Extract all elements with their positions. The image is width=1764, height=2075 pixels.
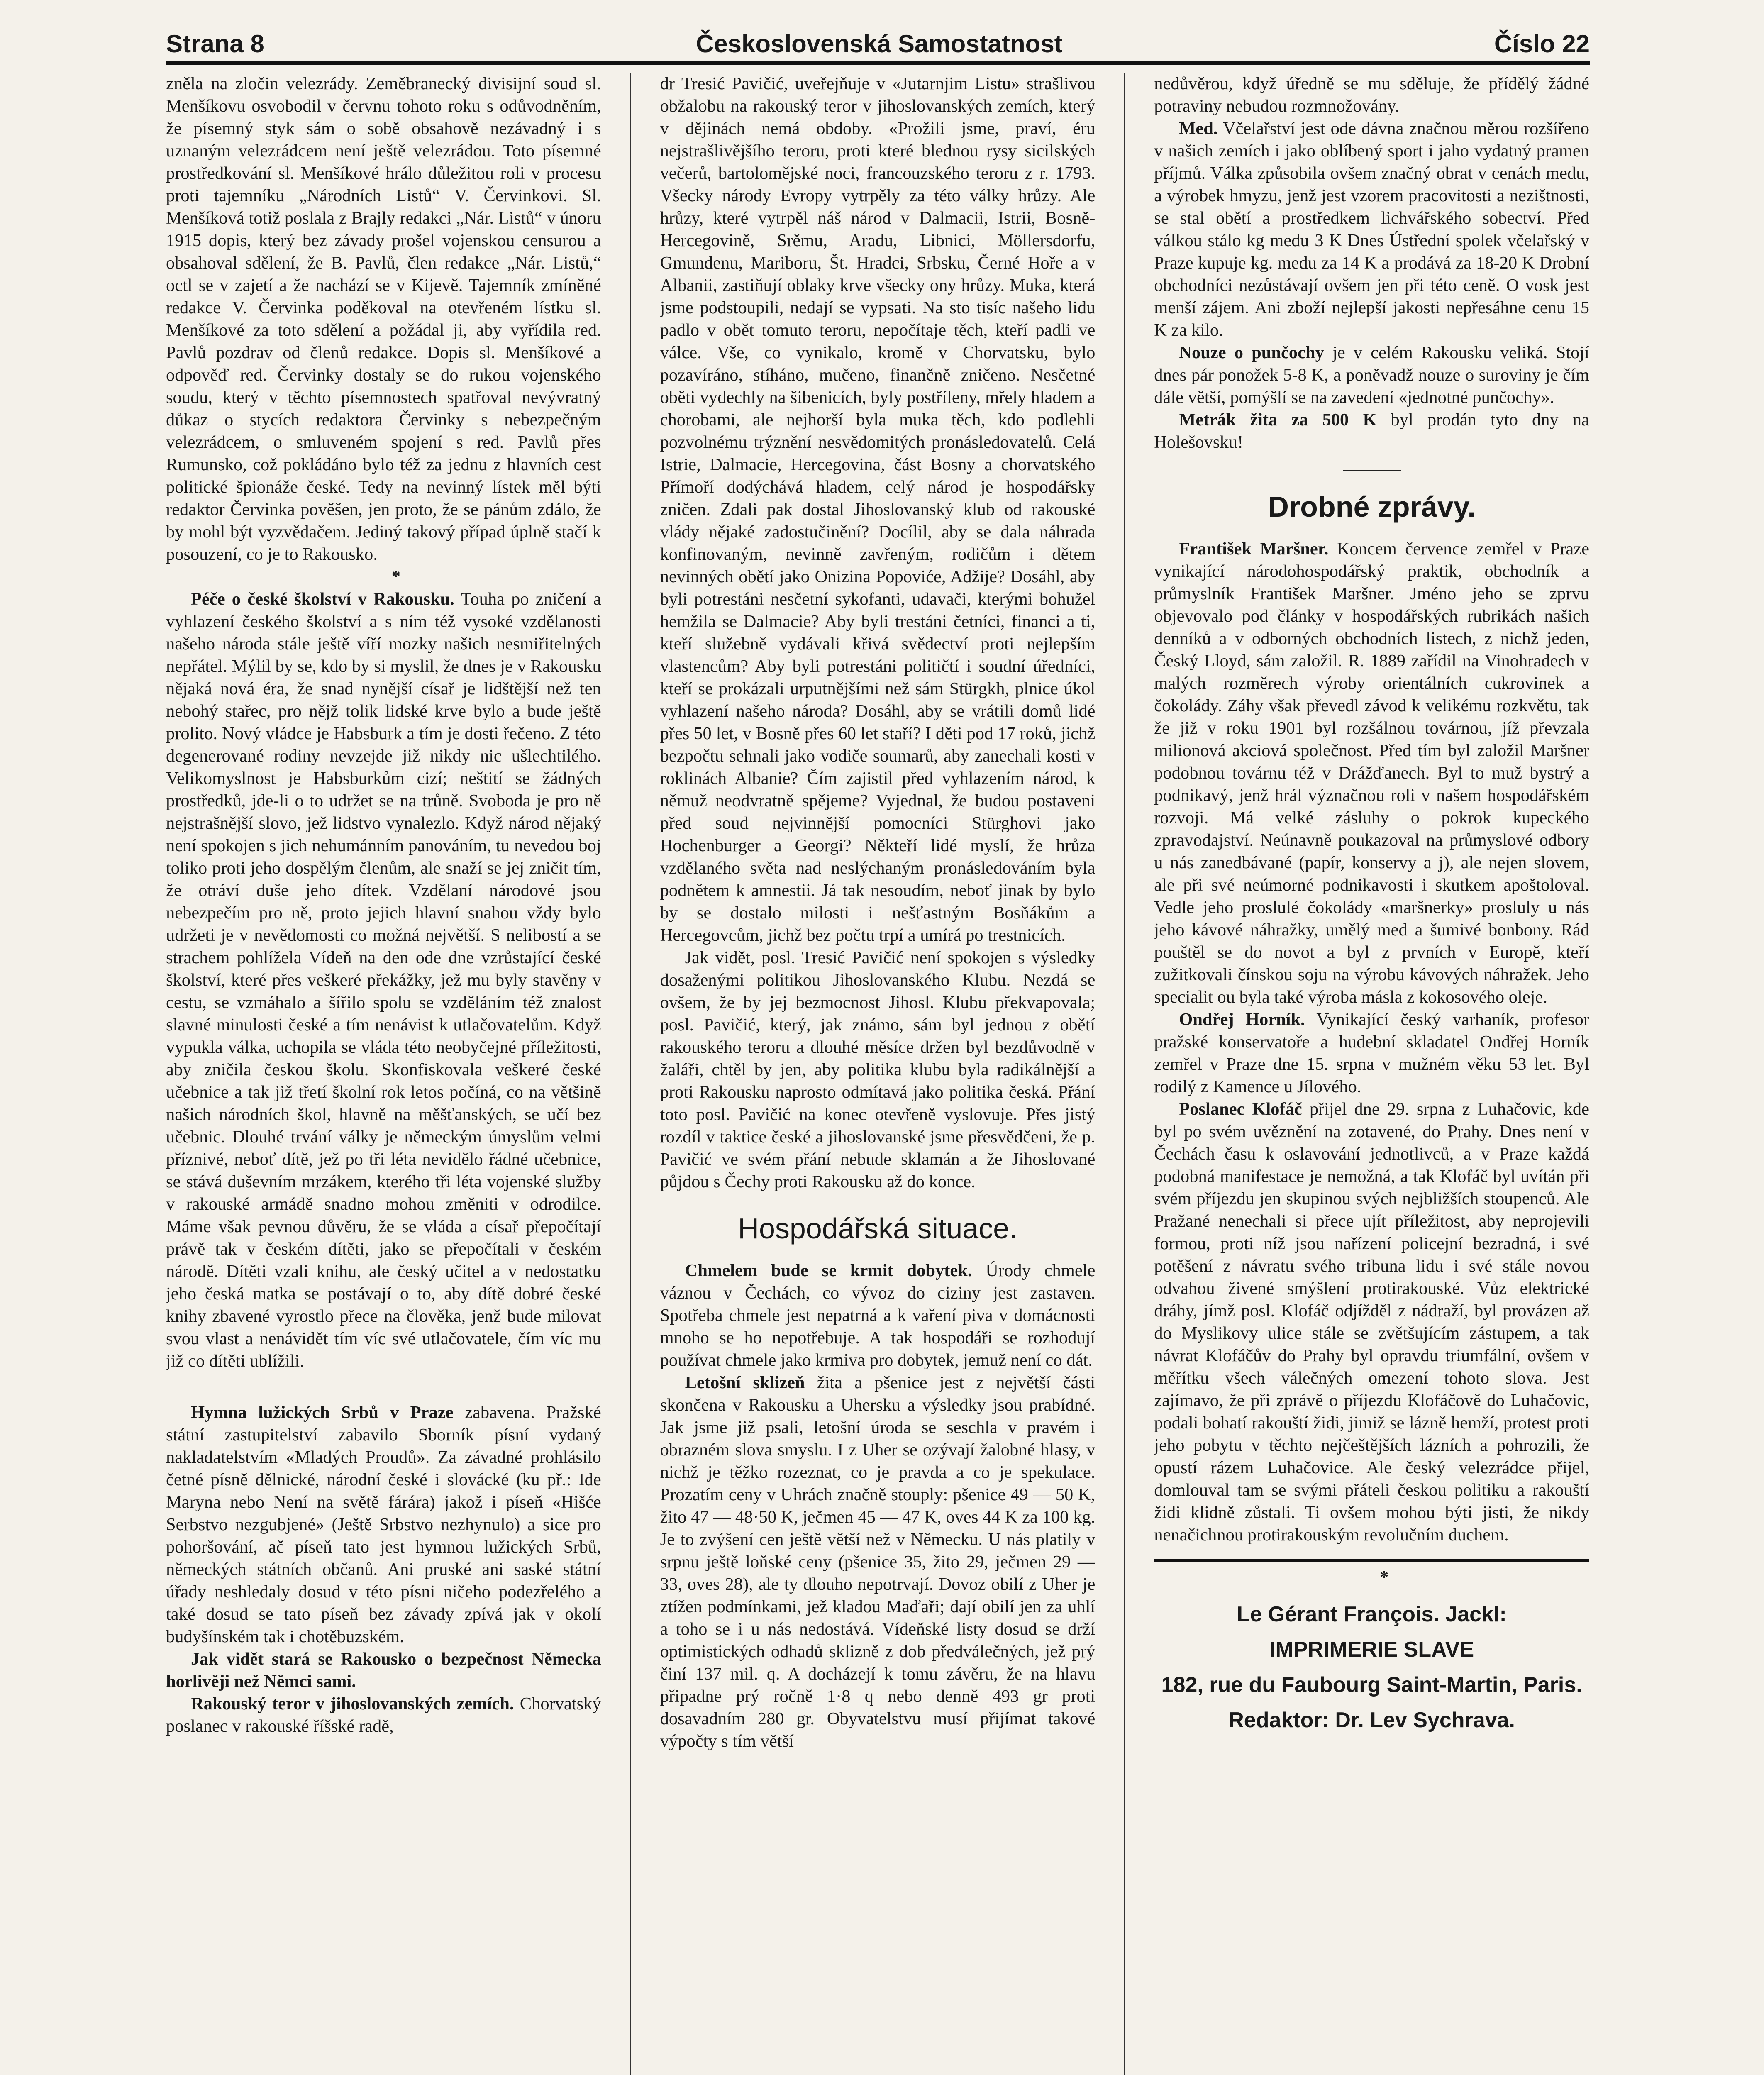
article-hops [660, 1260, 1095, 1372]
article-body: byl prodán tyto dny na Holešovsku! [1154, 410, 1589, 452]
article-klofac [1154, 1098, 1589, 1546]
article-title: František Maršner. [1179, 539, 1329, 559]
article-body: žita a pšenice jest z největší části skončena v Rakousku a Uhersku a výsledky jsou prabídné. Jak jsme již psali, letošní úroda se seschla v pravém i obrazném slova smyslu. I z Uher se ozývají žalobné hlasy, v nichž je těžko rozeznat, co je pravda a co je spekulace. Prozatím ceny v Uhrách značně stouply: pšenice 49 — 50 K, žito 47 — 48·50 K, ječmen 45 — 47 K, oves 44 K za 100 kg. Je to zvýšení cen ještě větší než v Německu. U nás platily v srpnu ještě loňské ceny (pšenice 35, žito 29, ječmen 29 — 33, oves 28), ale ty dlouho nepotrvají. Dovoz obilí z Uher je ztížen podmínkami, jež kladou Maďaři; dají obilí jen za uhlí a toho se i u nás nedostává. Vídeňské listy dosud se drží optimistických odhadů sklizně z dob předválečných, jež prý činí 137 mil. q. A docházejí k tomu závěru, že na hlavu připadne prý ročně 1·8 q nebo denně 493 gr proti dosavadním 280 gr. Obyvatelstvu musí přijímat takové výpočty s tím větší [660, 1373, 1095, 1751]
imprint-divider [1154, 1559, 1589, 1562]
column-3 [1154, 73, 1589, 2075]
column-1 [166, 73, 601, 2075]
imprint-manager: Le Gérant François. Jackl: [1237, 1602, 1507, 1626]
article-harvest [660, 1372, 1095, 1753]
article-title: Poslanec Klofáč [1179, 1099, 1302, 1119]
article-comment: Jak vidět stará se Rakousko o bezpečnost Německa horlivěji než Němci sami. [166, 1649, 601, 1691]
page-header [166, 12, 1590, 65]
article-title: Rakouský teror v jihoslovanských zemích. [191, 1694, 514, 1714]
article-title: Nouze o punčochy [1179, 343, 1324, 362]
article-czech-schools [166, 588, 601, 1372]
imprint-printer: IMPRIMERIE SLAVE [1269, 1638, 1474, 1662]
column-divider [630, 73, 631, 2075]
article-body: Úrody chmele váznou v Čechách, co vývoz do ciziny jest zastaven. Spotřeba chmele jest nepatrná a k vaření piva v domácnosti mnoho se ho nepotřebuje. A tak hospodáři se rozhodují používat chmele jako krmiva pro dobytek, jemuž není co dát. [660, 1261, 1095, 1370]
separator-star: * [391, 567, 400, 586]
article-hornik [1154, 1008, 1589, 1098]
imprint-editor: Redaktor: Dr. Lev Sychrava. [1228, 1708, 1515, 1732]
article-sorbian-anthem [166, 1401, 601, 1648]
article-body: Touha po zničení a vyhlazení českého školství a s ním též vysoké vzdělanosti našeho národa stále ještě víří mozky našich nesmiřitelných nepřátel. Mýlil by se, kdo by si myslil, že dnes je v Rakousku nějaká nová éra, že snad nynější císař je lidštější než ten nebohý stařec, pro nějž tolik lidské krve bylo a bude ještě prolito. Nový vládce je Habsburk a tím je dosti řečeno. Z této degenerované rodiny nevzejde již nikdy nic ušlechtilého. Velikomyslnost je Habsburkům cizí; neštití se žádných prostředků, jde-li o to udržet se na trůně. Svoboda je pro ně nejstrašnější slovo, jež lidstvo vynalezlo. Když národ nějaký není spokojen s jich nehumánním panováním, tu nevedou boj toliko proti jeho dospělým členům, ale snaží se jej zničit tím, že otráví duše jeho dítek. Vzdělaní národové jsou nebezpečím pro ně, proto jejich hlavní snahou vždy bylo udržeti je v nevědomosti co možná největší. S nelibostí a se strachem pohlížela Vídeň na den ode dne vzrůstající české školství, které přes veškeré překážky, jež mu byly stavěny v cestu, se vzmáhalo a šířilo spolu se vzděláním též znalost slavné minulosti české a tím nenávist k utlačovatelům. Když vypukla válka, uchopila se vláda této neobyčejné příležitosti, aby zničila českou školu. Skonfiskovala veškeré české učebnice a tak již třetí školní rok letos počíná, co na většině našich národních škol, hlavně na měšťanských, se učí bez učebnic. Dlouhé trvání války je německým úmyslům velmi příznivé, neboť dítě, jež po tři léta nevidělo řádné učebnice, se stává duševním mrzákem, kterého tři léta vojenské služby v rakouské armádě snadno mohou změniti v odrodilce. Máme však pevnou důvěru, že se vláda a císař přepočítají právě tak v českém dítěti, jako se přepočítali v českém národě. Dítěti vzali knihu, ale český učitel a v nedostatku jeho česká matka se postávají o to, aby dítě dobré české knihy zbavené vyrostlo přece na člověka, jenž bude milovat svou vlast a nenávidět tím víc své utlačovatele, čím víc mu již co dítěti ublížili. [166, 589, 601, 1371]
article-yugoslav-terror [166, 1693, 601, 1738]
article-pavicic-comment: Jak vidět, posl. Tresić Pavičić není spokojen s výsledky dosaženými politikou Jihoslovanského Klubu. Nezdá se ovšem, že by jej bezmocnost Jihosl. Klubu překvapovala; posl. Pavičić, který, jak známo, sám byl jednou z obětí rakouského teroru a dlouhé měsíce držen byl bezdůvodně v žaláři, chtěl by jen, aby politika klubu byla radikálnější a proti Rakousku naprosto odmítavá jako politika česká. Přání toto posl. Pavičić na konec otevřeně vyslovuje. Přes jistý rozdíl v taktice české a jihoslovanské jsme přesvědčeni, že p. Pavičić ve svém přání nebude sklamán a že Jihoslované půjdou s Čechy proti Rakousku až do konce. [660, 948, 1095, 1191]
imprint-address: 182, rue du Faubourg Saint-Martin, Paris. [1161, 1673, 1582, 1697]
article-marsner [1154, 538, 1589, 1008]
article-body: zabavena. Pražské státní zastupitelství zabavilo Sborník písní vydaný nakladatelstvím «Mladých Proudů». Za závadné prohlásilo četné písně dělnické, národní české i slovácké (ku př.: Ide Maryna nebo Není na světě fárára) jakož i píseň «Hišće Serbstvo nezgubjené» (Ještě Srbstvo nezhynulo) a sice pro pohoršování, ač píseň tato jest hymnou lužických Srbů, německých státních občanů. Ani pruské ani saské státní úřady neshledaly dosud v této písni ničeho podezřelého a také dosud se tato píseň bez závady zpívá jak v okolí budyšínském tak i chotěbuzském. [166, 1403, 601, 1646]
article-columns [166, 73, 1589, 2075]
article-title: Med. [1179, 119, 1218, 138]
article-title: Hymna lužických Srbů v Praze [191, 1403, 454, 1422]
article-title: Chmelem bude se krmit dobytek. [685, 1261, 972, 1280]
article-stockings [1154, 342, 1589, 409]
article-body: přijel dne 29. srpna z Luhačovic, kde byl po svém uvěznění na zotavené, do Prahy. Dnes není v Čechách času k oslavování jednotlivců, a v Praze každá podobná manifestace je nemožná, a tak Klofáč byl uvítán při svém příjezdu jen skupinou svých nejbližších stoupenců. Ale Pražané nenechali si přece ujít příležitost, aby neprojevili formou, proti níž jsou nařízení policejní bezradná, i své potěšení z návratu svého tribuna lidu i své stále novou odvahou živené smýšlení protirakouské. Vůz elektrické dráhy, jímž posl. Klofáč odjížděl z nádraží, byl provázen až do Myslikovy ulice stále se zvětšujícím zástupem, a tak návrat Klofáčův do Prahy byl opravdu triumfální, ovšem v měřítku všech válečných omezení tohoto slova. Jest zajímavo, že při zprávě o příjezdu Klofáčově do Luhačovic, podali bohatí rakouští židi, jimiž se lázně hemží, protest proti jeho pobytu v těchto nejčeštějších lázních a pohrozili, že opustí rázem Luhačovice. Ale český velezrádce přijel, domlouval tam se svými přáteli českou politiku a rakouští židi klidně zůstali. Ti ovšem mohou býti jisti, že nikdy nenačichnou protirakouským revolučním duchem. [1154, 1099, 1589, 1545]
article-title: Péče o české školství v Rakousku. [191, 589, 454, 609]
newspaper-title: Československá Samostatnost [695, 30, 1063, 58]
article-body: Včelařství jest ode dávna značnou měrou rozšířeno v našich zemích i jako oblíbený sport i jaho vydatný pramen příjmů. Válka způsobila ovšem značný obrat v cenách medu, a výrobek hmyzu, jenž jest vzorem pracovitosti a nezištnosti, se stal obětí a prostředkem lichvářského sobectví. Před válkou stálo kg medu 3 K Dnes Ústřední spolek včelařský v Praze kupuje kg. medu za 14 K a prodává za 18-20 K Drobní obchodníci nezůstávají ovšem jen při této ceně. O vosk jest menší zájem. Ani zboží nejlepší jakosti nepřesáhne cenu 15 K za kilo. [1154, 119, 1589, 340]
separator-star: * [1380, 1567, 1389, 1587]
section-heading-news: Drobné zprávy. [1268, 491, 1476, 523]
article-body: je v celém Rakousku veliká. Stojí dnes pár ponožek 5-8 K, a poněvadž nouze o suroviny je čím dále větší, pomýšlí se na zavedení «jednotné punčochy». [1154, 343, 1589, 407]
article-title: Ondřej Horník. [1179, 1010, 1305, 1029]
article-body: Chorvatský poslanec v rakouské říšské radě, [166, 1694, 601, 1736]
column-divider [1124, 73, 1125, 2075]
short-divider [1343, 470, 1401, 471]
column-2 [660, 73, 1095, 2075]
article-title: Metrák žita za 500 K [1179, 410, 1377, 430]
article-body: Vynikající český varhaník, profesor pražské konservatoře a hudební skladatel Ondřej Horník zemřel v Praze dne 15. srpna v mužném věku 53 let. Byl rodilý z Kamence u Jílového. [1154, 1010, 1589, 1096]
issue-number: Číslo 22 [1494, 30, 1590, 58]
article-menšíková-continued: zněla na zločin velezrády. Zeměbranecký divisijní soud sl. Menšíkovu osvobodil v červnu tohoto roku s odůvodněním, že písemný styk sám o sobě obsahově nezávadný i s uznaným velezrádcem není ještě velezrádou. Toto písemné prostředkování sl. Menšíkové hrálo důležitou roli v procesu proti tajemníku „Národních Listů“ V. Červinkovi. Sl. Menšíková totiž poslala z Brajly redakci „Nár. Listů“ v únoru 1915 dopis, který bez závady prošel vojenskou censurou a obsahoval sdělení, že B. Pavlů, člen redakce „Nár. Listů,“ octl se v zajetí a že nachází se v Kijevě. Tajemník zmíněné redakce V. Červinka poděkoval na otevřeném lístku sl. Menšíkové za toto sdělení a požádal ji, aby vyřídila red. Pavlů pozdrav od členů redakce. Dopis sl. Menšíkové a odpověď red. Červinky dostaly se do rukou vojenského soudu, který v těchto písemnostech spatřoval nevývratný důkaz o stycích redaktora Červinky s nebezpečným velezrádcem, o smluveném spojení s red. Pavlů přes Rumunsko, což pokládáno bylo též za jednu z hlavních cest politické špionáže české. Tedy na nevinný lístek měl býti redaktor Červinka pověšen, jen proto, že se pánům zdálo, že by mohl být vyzvědačem. Jediný takový případ úplně stačí k posouzení, co je to Rakousko. [166, 74, 601, 564]
article-rye-price [1154, 409, 1589, 454]
page-number: Strana 8 [166, 30, 264, 58]
article-yugoslav-terror-continued: dr Tresić Pavičić, uveřejňuje v «Jutarnjim Listu» strašlivou obžalobu na rakouský teror v jihoslovanských zemích, který v dějinách nemá obdoby. «Prožili jsme, praví, éru nejstrašlivějšího teroru, proti které blednou rysy sicilských večerů, bartolomějské noci, francouzského teroru z r. 1793. Všecky národy Evropy vytrpěly za této války hrůzy. Ale hrůzy, které vytrpěl náš národ v Dalmacii, Istrii, Bosně-Hercegovině, Srěmu, Aradu, Libnici, Möllersdorfu, Gmundenu, Mariboru, Št. Hradci, Srbsku, Černé Hoře a v Albanii, zastiňují oblaky krve všecky ony hrůzy. Muka, která jsme podstoupili, nedají se vypsati. Na sto tisíc našeho lidu padlo v obět tomuto teroru, nepočítaje těch, kteří padli ve válce. Vše, co vynikalo, kromě v Chorvatsku, bylo pozavíráno, stíháno, mučeno, finančně zničeno. Nesčetné oběti vydechly na šibenicích, byly postříleny, mřely hladem a chorobami, ale nejhorší byla muka těch, kdo podlehli pozvolnému trýznění nesvědomitých pronásledovatelů. Celá Istrie, Dalmacie, Hercegovina, část Bosny a chorvatského Přímoří dodýchává hladem, celý národ je hospodářsky zničen. Zdali pak dostal Jihoslovanský klub od rakouské vlády nějaké zadostučinění? Docílil, aby se dala náhrada konfinovaným, nevinně zavřeným, rodičům i dětem nevinných obětí jako Onizina Popoviće, Adžije? Dosáhl, aby byli potrestáni nesčetní sykofanti, udavači, kterými bohužel hemžila se Dalmacie? Aby byli trestáni četníci, financi a ti, kteří služebně vydávali křivá svědectví proti nejlepším vlastencům? Aby byli potrestáni političtí i soudní úředníci, kteří se prokázali urputnějšími než sám Stürgkh, plnice úkol vyhlazení našeho národa? Dosáhl, aby se vrátili domů lidé přes 50 let, v Bosně přes 60 let staří? I děti pod 17 roků, jichž bezpočtu sehnali jako vodiče soumarů, aby zanechali kosti v roklinách Albanie? Čím zajistil před vyhlazením národ, k němuž neodvratně spějeme? Vyjednal, že budou postaveni před soud nejvinnější pomocníci Stürghovi jako Hochenburger a Georgi? Někteří lidé myslí, že hrůza vzdělaného světa nad neslýchaným pronásledováním byla podnětem k amnestii. Já tak nesoudím, neboť jinak by bylo by se dostalo milosti i nešťastným Bosňákům a Hercegovcům, jichž bez počtu trpí a umírá po trestnicích. [660, 74, 1095, 945]
article-honey [1154, 117, 1589, 342]
article-title: Letošní sklizeň [685, 1373, 805, 1392]
article-body: Koncem července zemřel v Praze vynikající národohospodářský praktik, obchodník a průmyslník František Maršner. Jméno jeho se zprvu objevovalo pod články v hospodářských rubrikách našich denníků a v odborných obchodních listech, z nichž jeden, Český Lloyd, sám založil. R. 1889 zařídil na Vinohradech v malých rozměrech výroby orientálních cukrovinek a čokolády. Záhy však převedl závod k velikému rozkvětu, tak že již v roku 1901 byl rozšálnou továrnou, jíž převzala milionová akciová společnost. Před tím byl založil Maršner podobnou továrnu též v Drážďanech. Byl to muž bystrý a podnikavý, jenž hrál význačnou roli v našem hospodářském rozvoji. Má velké zásluhy o pokrok kupeckého zpravodajství. Neúnavně poukazoval na průmyslové odbory u nás zanedbávané (papír, konservy a j), ale nejen slovem, ale při své neúmorné podnikavosti i skutkem apoštoloval. Vedle jeho proslulé čokolády «maršnerky» prosluly u nás jeho kávové náhražky, umělý med a šumivé bonbony. Rád pouštěl se do novot a byl z prvních v Europě, kteří zužitkovali čínskou soju na výrobu kávových náhražek. Jeho specialit ou byla také výroba másla z kokosového oleje. [1154, 539, 1589, 1007]
article-harvest-continued: nedůvěrou, když úředně se mu sděluje, že přídělý žádné potraviny nebudou rozmnožovány. [1154, 74, 1589, 116]
section-heading-economy: Hospodářská situace. [738, 1212, 1017, 1245]
